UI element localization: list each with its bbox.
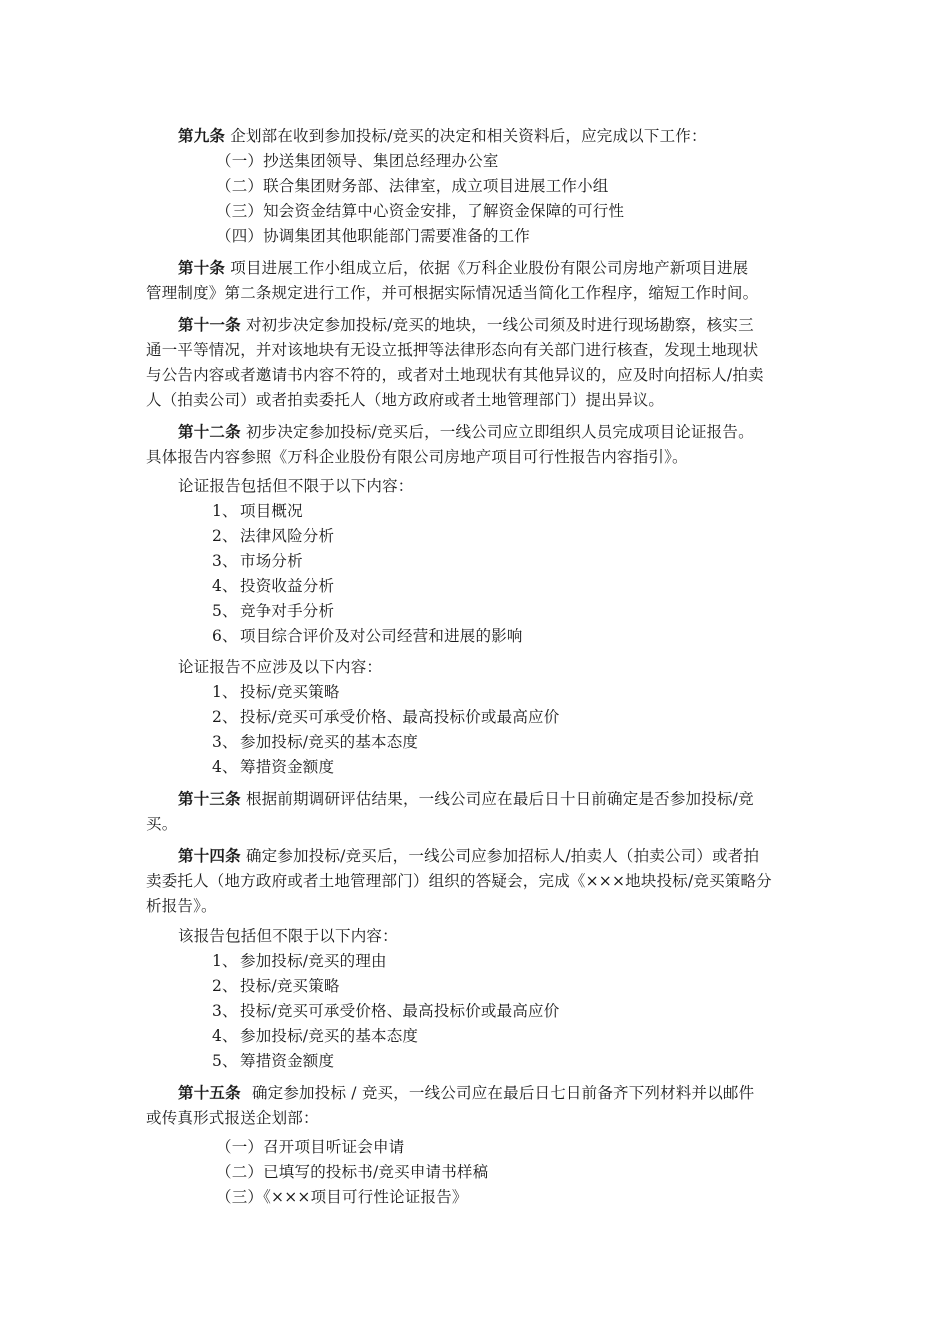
- list-item: 2、 法律风险分析: [212, 527, 335, 545]
- list-item: 2、 投标/竞买可承受价格、最高投标价或最高应价: [212, 708, 560, 726]
- article-text: 初步决定参加投标/竞买后，一线公司应立即组织人员完成项目论证报告。: [245, 423, 754, 441]
- list-item: （四）协调集团其他职能部门需要准备的工作: [216, 227, 531, 245]
- list-item: 4、 筹措资金额度: [212, 758, 335, 776]
- article-12-line-1: [178, 422, 838, 442]
- article-11-line-4: 人（拍卖公司）或者拍卖委托人（地方政府或者土地管理部门）提出异议。: [146, 391, 665, 409]
- article-10-line-1: [178, 258, 838, 278]
- list-item: （三）知会资金结算中心资金安排，了解资金保障的可行性: [216, 202, 625, 220]
- article-label: 第十条: [178, 258, 226, 277]
- article-15-line-1: [178, 1083, 838, 1103]
- list-item: 3、 投标/竞买可承受价格、最高投标价或最高应价: [212, 1002, 560, 1020]
- list-item: 3、 参加投标/竞买的基本态度: [212, 733, 419, 751]
- article-14-line-3: 析报告》。: [146, 897, 217, 915]
- article-10-line-2: 管理制度》第二条规定进行工作，并可根据实际情况适当简化工作程序，缩短工作时间。: [146, 284, 759, 302]
- report-intro: 该报告包括但不限于以下内容：: [178, 927, 398, 945]
- exclude-intro: 论证报告不应涉及以下内容：: [178, 658, 383, 676]
- article-13-line-1: [178, 789, 838, 809]
- list-item: 2、 投标/竞买策略: [212, 977, 340, 995]
- article-text: 项目进展工作小组成立后，依据《万科企业股份有限公司房地产新项目进展: [230, 259, 749, 277]
- list-item: 4、 参加投标/竞买的基本态度: [212, 1027, 419, 1045]
- article-15-line-2: 或传真形式报送企划部：: [146, 1109, 319, 1127]
- article-text: 企划部在收到参加投标/竞买的决定和相关资料后，应完成以下工作：: [230, 127, 707, 145]
- article-text: 对初步决定参加投标/竞买的地块，一线公司须及时进行现场勘察，核实三: [245, 316, 754, 334]
- article-14-line-1: [178, 846, 838, 866]
- list-item: 1、 项目概况: [212, 502, 303, 520]
- article-label: 第九条: [178, 126, 226, 145]
- article-text: 确定参加投标/竞买后，一线公司应参加招标人/拍卖人（拍卖公司）或者拍: [245, 847, 760, 865]
- list-item: （一）抄送集团领导、集团总经理办公室: [216, 152, 499, 170]
- list-item: 1、 投标/竞买策略: [212, 683, 340, 701]
- list-item: 1、 参加投标/竞买的理由: [212, 952, 387, 970]
- list-item: 6、 项目综合评价及对公司经营和进展的影响: [212, 627, 523, 645]
- list-item: （二）联合集团财务部、法律室，成立项目进展工作小组: [216, 177, 609, 195]
- list-item: （三）《×××项目可行性论证报告》: [216, 1188, 468, 1206]
- article-text: 根据前期调研评估结果，一线公司应在最后日十日前确定是否参加投标/竞: [245, 790, 754, 808]
- article-11-line-1: [178, 315, 838, 335]
- list-item: 4、 投资收益分析: [212, 577, 335, 595]
- include-intro: 论证报告包括但不限于以下内容：: [178, 477, 414, 495]
- article-11-line-2: 通一平等情况，并对该地块有无设立抵押等法律形态向有关部门进行核查，发现土地现状: [146, 341, 759, 359]
- list-item: 5、 竞争对手分析: [212, 602, 335, 620]
- article-label: 第十二条: [178, 422, 241, 441]
- article-label: 第十一条: [178, 315, 241, 334]
- article-14-line-2: 卖委托人（地方政府或者土地管理部门）组织的答疑会，完成《×××地块投标/竞买策略分: [146, 872, 772, 890]
- list-item: 3、 市场分析: [212, 552, 303, 570]
- list-item: （一）召开项目听证会申请: [216, 1138, 405, 1156]
- article-9-heading: [178, 126, 838, 146]
- list-item: （二）已填写的投标书/竞买申请书样稿: [216, 1163, 489, 1181]
- article-label: 第十三条: [178, 789, 241, 808]
- article-11-line-3: 与公告内容或者邀请书内容不符的，或者对土地现状有其他异议的，应及时向招标人/拍卖: [146, 366, 764, 384]
- article-text: 确定参加投标 / 竞买，一线公司应在最后日七日前备齐下列材料并以邮件: [251, 1084, 755, 1102]
- list-item: 5、 筹措资金额度: [212, 1052, 335, 1070]
- article-label: 第十四条: [178, 846, 241, 865]
- article-label: 第十五条: [178, 1083, 241, 1102]
- article-12-line-2: 具体报告内容参照《万科企业股份有限公司房地产项目可行性报告内容指引》。: [146, 448, 688, 466]
- article-13-line-2: 买。: [146, 815, 178, 833]
